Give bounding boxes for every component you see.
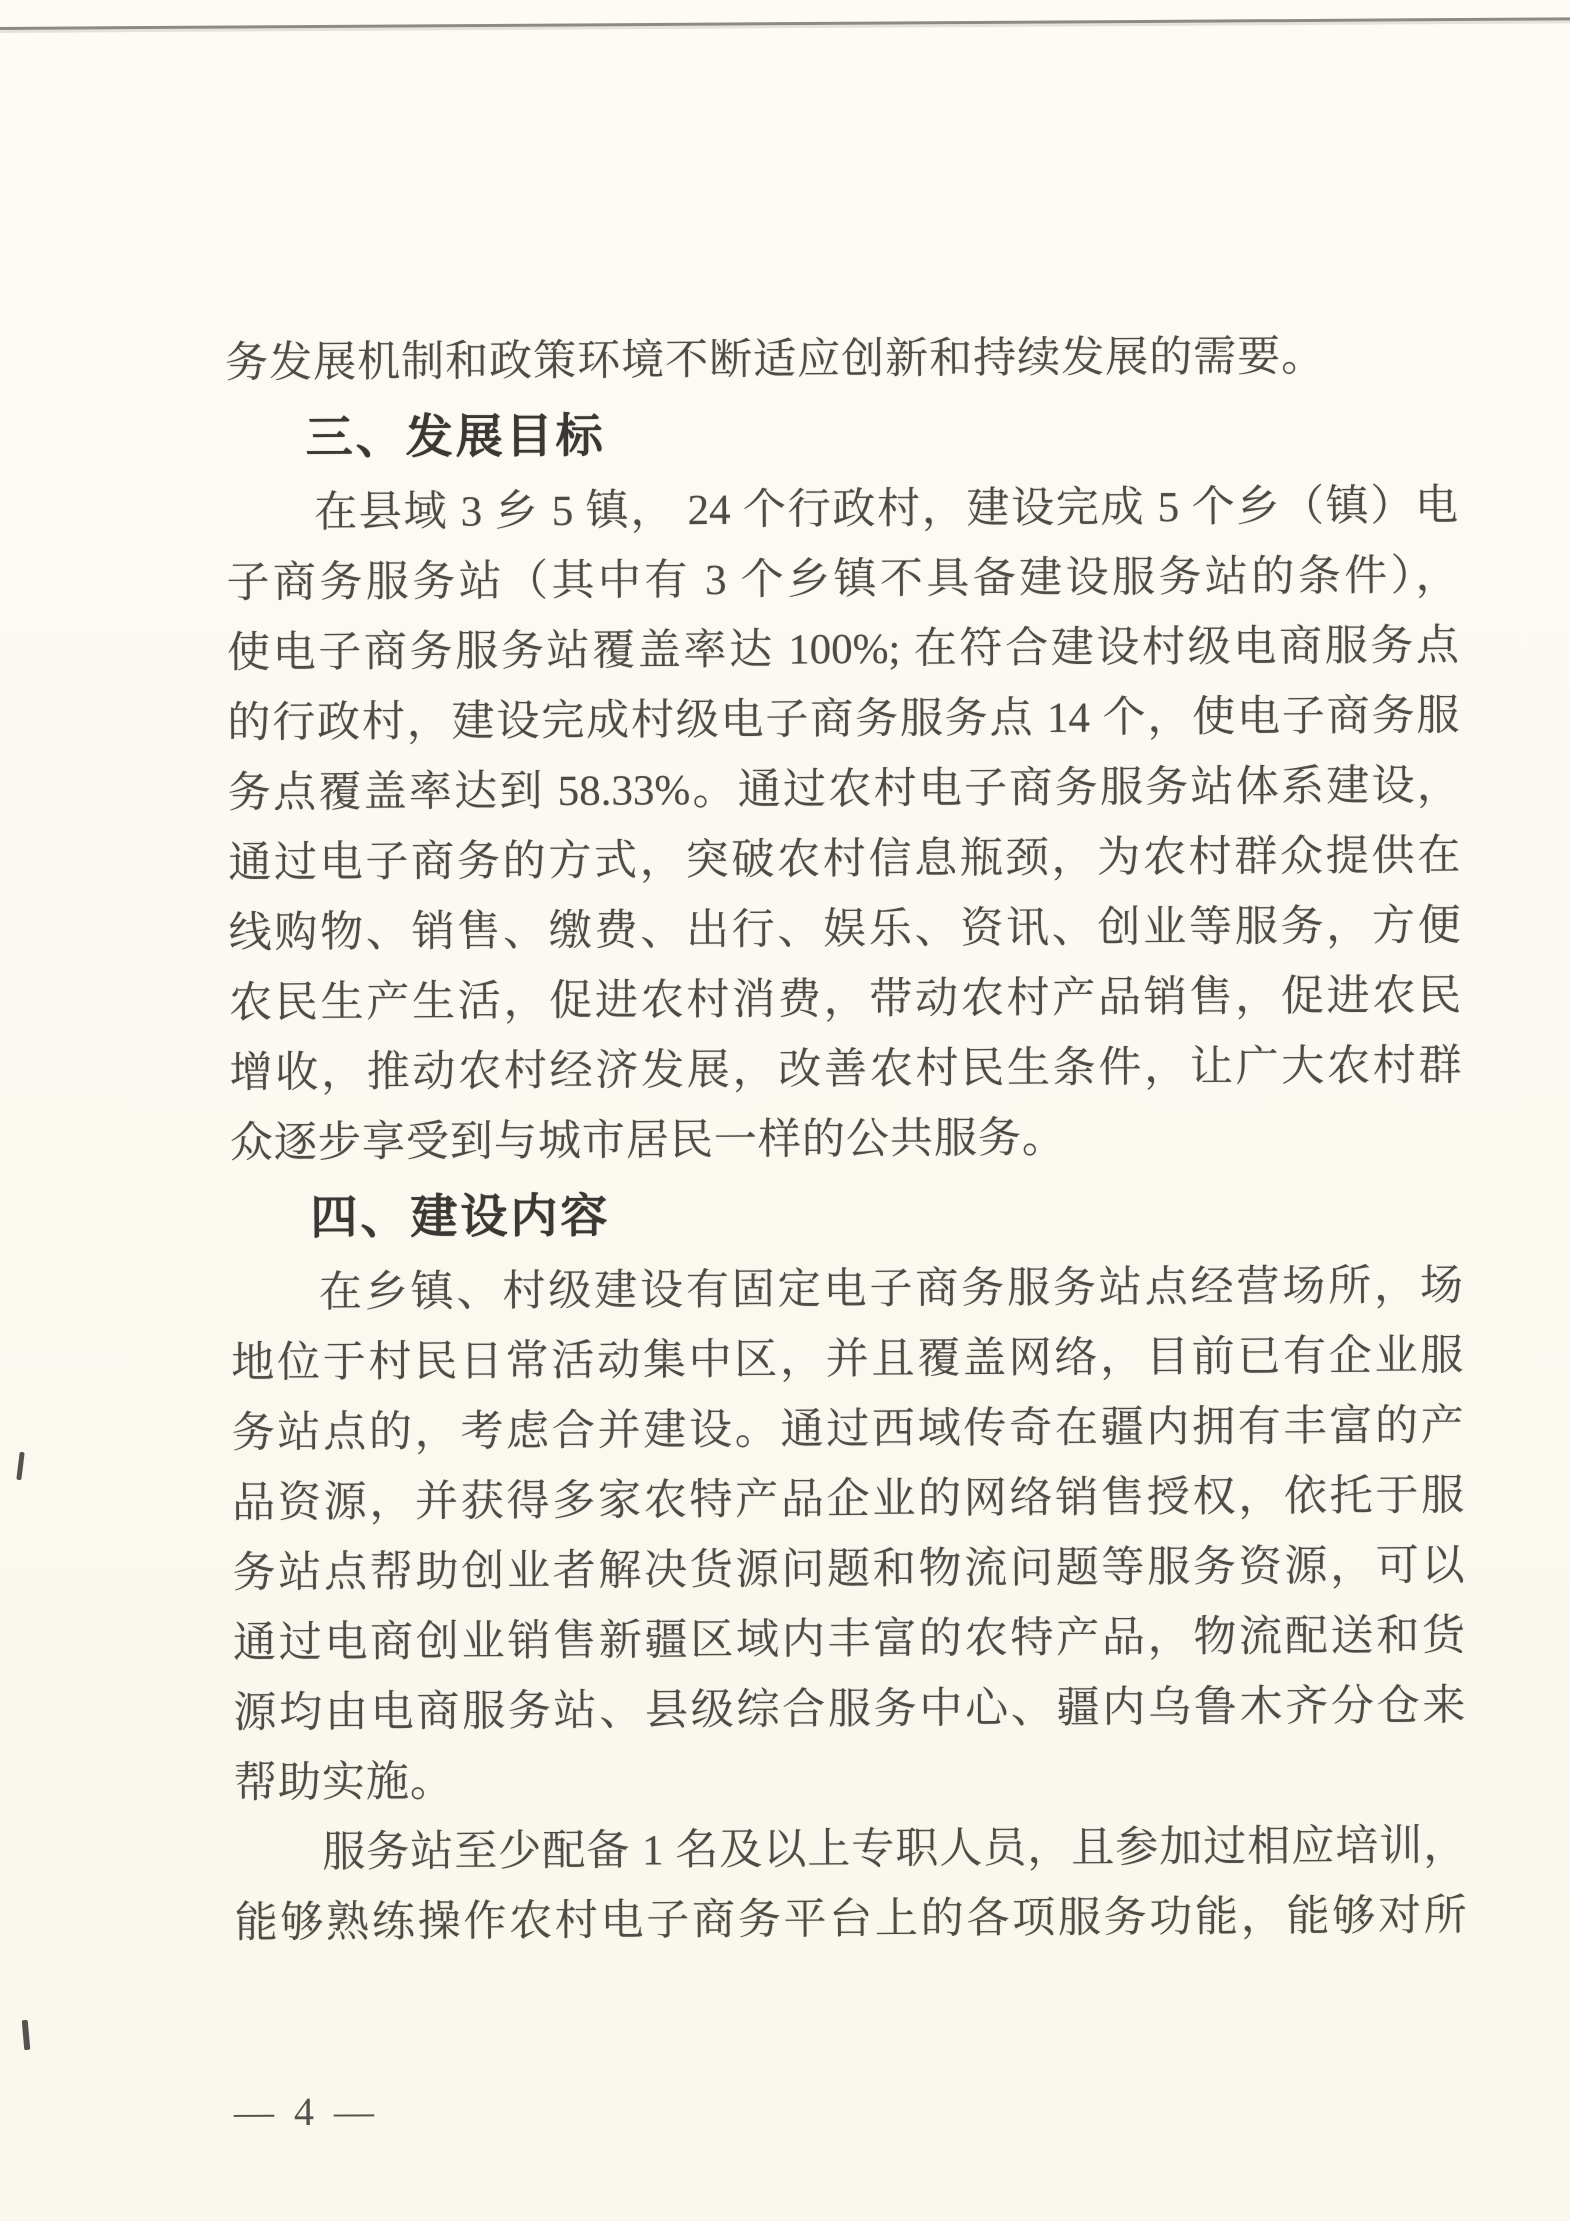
text-line: 务点覆盖率达到 58.33%。通过农村电子商务服务站体系建设， [227, 762, 1460, 817]
text-line: 在县域 3 乡 5 镇， 24 个行政村，建设完成 5 个乡（镇）电 [313, 482, 1459, 537]
text-line: 源均由电商服务站、县级综合服务中心、疆内乌鲁木齐分仓来 [233, 1682, 1466, 1737]
text-line: 子商务服务站（其中有 3 个乡镇不具备建设服务站的条件）， [226, 552, 1459, 607]
text-line: 务站点的，考虑合并建设。通过西域传奇在疆内拥有丰富的产 [231, 1402, 1464, 1457]
text-line: 众逐步享受到与城市居民一样的公共服务。 [229, 1114, 1067, 1167]
text-line: 农民生产生活，促进农村消费，带动农村产品销售，促进农民 [228, 972, 1462, 1027]
text-line: 地位于村民日常活动集中区，并且覆盖网络，目前已有企业服 [231, 1332, 1464, 1387]
page-number: — 4 — [233, 2088, 380, 2135]
text-line: 服务站至少配备 1 名及以上专职人员，且参加过相应培训， [322, 1822, 1467, 1877]
scan-artifact-mark [16, 1452, 24, 1480]
text-line: 务站点帮助创业者解决货源问题和物流问题等服务资源，可以 [232, 1542, 1465, 1597]
text-line: 在乡镇、村级建设有固定电子商务服务站点经营场所，场 [318, 1262, 1464, 1317]
text-line: 帮助实施。 [233, 1758, 455, 1807]
text-line: 能够熟练操作农村电子商务平台上的各项服务功能，能够对所 [234, 1892, 1467, 1947]
text-line: 通过电商创业销售新疆区域内丰富的农特产品，物流配送和货 [232, 1612, 1466, 1667]
text-line: 使电子商务服务站覆盖率达 100%; 在符合建设村级电商服务点 [226, 622, 1460, 677]
text-line: 通过电子商务的方式，突破农村信息瓶颈，为农村群众提供在 [228, 832, 1461, 887]
top-scan-line [0, 17, 1570, 30]
text-line: 的行政村，建设完成村级电子商务服务点 14 个，使电子商务服 [227, 692, 1460, 747]
document-body [225, 321, 1467, 1958]
text-line: 线购物、销售、缴费、出行、娱乐、资讯、创业等服务，方便 [228, 902, 1461, 957]
heading-construction-content: 四、建设内容 [310, 1188, 611, 1244]
text-line: 品资源，并获得多家农特产品企业的网络销售授权，依托于服 [232, 1472, 1465, 1527]
heading-development-goals: 三、发展目标 [305, 408, 606, 464]
text-line: 增收，推动农村经济发展，改善农村民生条件，让广大农村群 [229, 1042, 1462, 1097]
text-line: 务发展机制和政策环境不断适应创新和持续发展的需要。 [225, 333, 1326, 387]
scan-artifact-mark [22, 2020, 31, 2050]
